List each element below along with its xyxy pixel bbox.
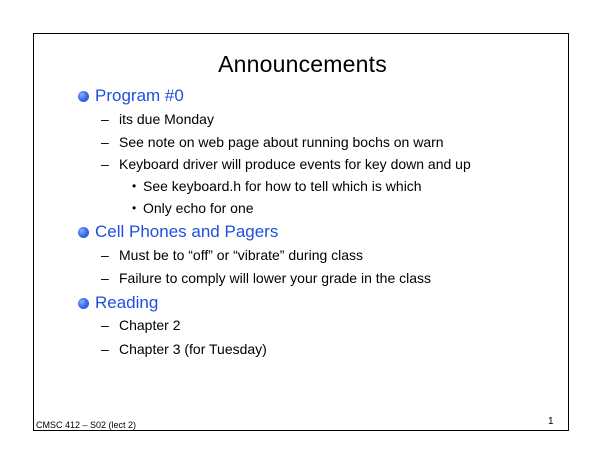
dash-bullet-icon: – [101, 134, 109, 150]
list-item: Must be to “off” or “vibrate” during class [119, 247, 364, 263]
list-item: its due Monday [119, 111, 214, 127]
section-heading: Cell Phones and Pagers [95, 222, 279, 241]
dash-bullet-icon: – [101, 317, 109, 333]
blue-sphere-bullet-icon [78, 91, 89, 102]
dash-bullet-icon: – [101, 156, 109, 172]
dot-bullet-icon: • [132, 179, 137, 193]
footer-course-label: CMSC 412 – S02 (lect 2) [36, 420, 137, 430]
blue-sphere-bullet-icon [78, 298, 89, 309]
sub-list-item: Only echo for one [143, 200, 254, 216]
list-item: See note on web page about running bochs on warn [119, 134, 444, 150]
dot-bullet-icon: • [132, 201, 137, 215]
slide-title: Announcements [218, 51, 387, 77]
list-item: Chapter 2 [119, 317, 181, 333]
list-item: Failure to comply will lower your grade in the class [119, 270, 432, 286]
section-heading: Program #0 [95, 86, 184, 105]
section-heading: Reading [95, 293, 159, 312]
blue-sphere-bullet-icon [78, 227, 89, 238]
sub-list-item: See keyboard.h for how to tell which is which [143, 178, 422, 194]
page-number: 1 [548, 416, 554, 427]
list-item: Keyboard driver will produce events for key down and up [119, 156, 471, 172]
dash-bullet-icon: – [101, 341, 109, 357]
list-item: Chapter 3 (for Tuesday) [119, 341, 267, 357]
dash-bullet-icon: – [101, 111, 109, 127]
dash-bullet-icon: – [101, 247, 109, 263]
dash-bullet-icon: – [101, 270, 109, 286]
